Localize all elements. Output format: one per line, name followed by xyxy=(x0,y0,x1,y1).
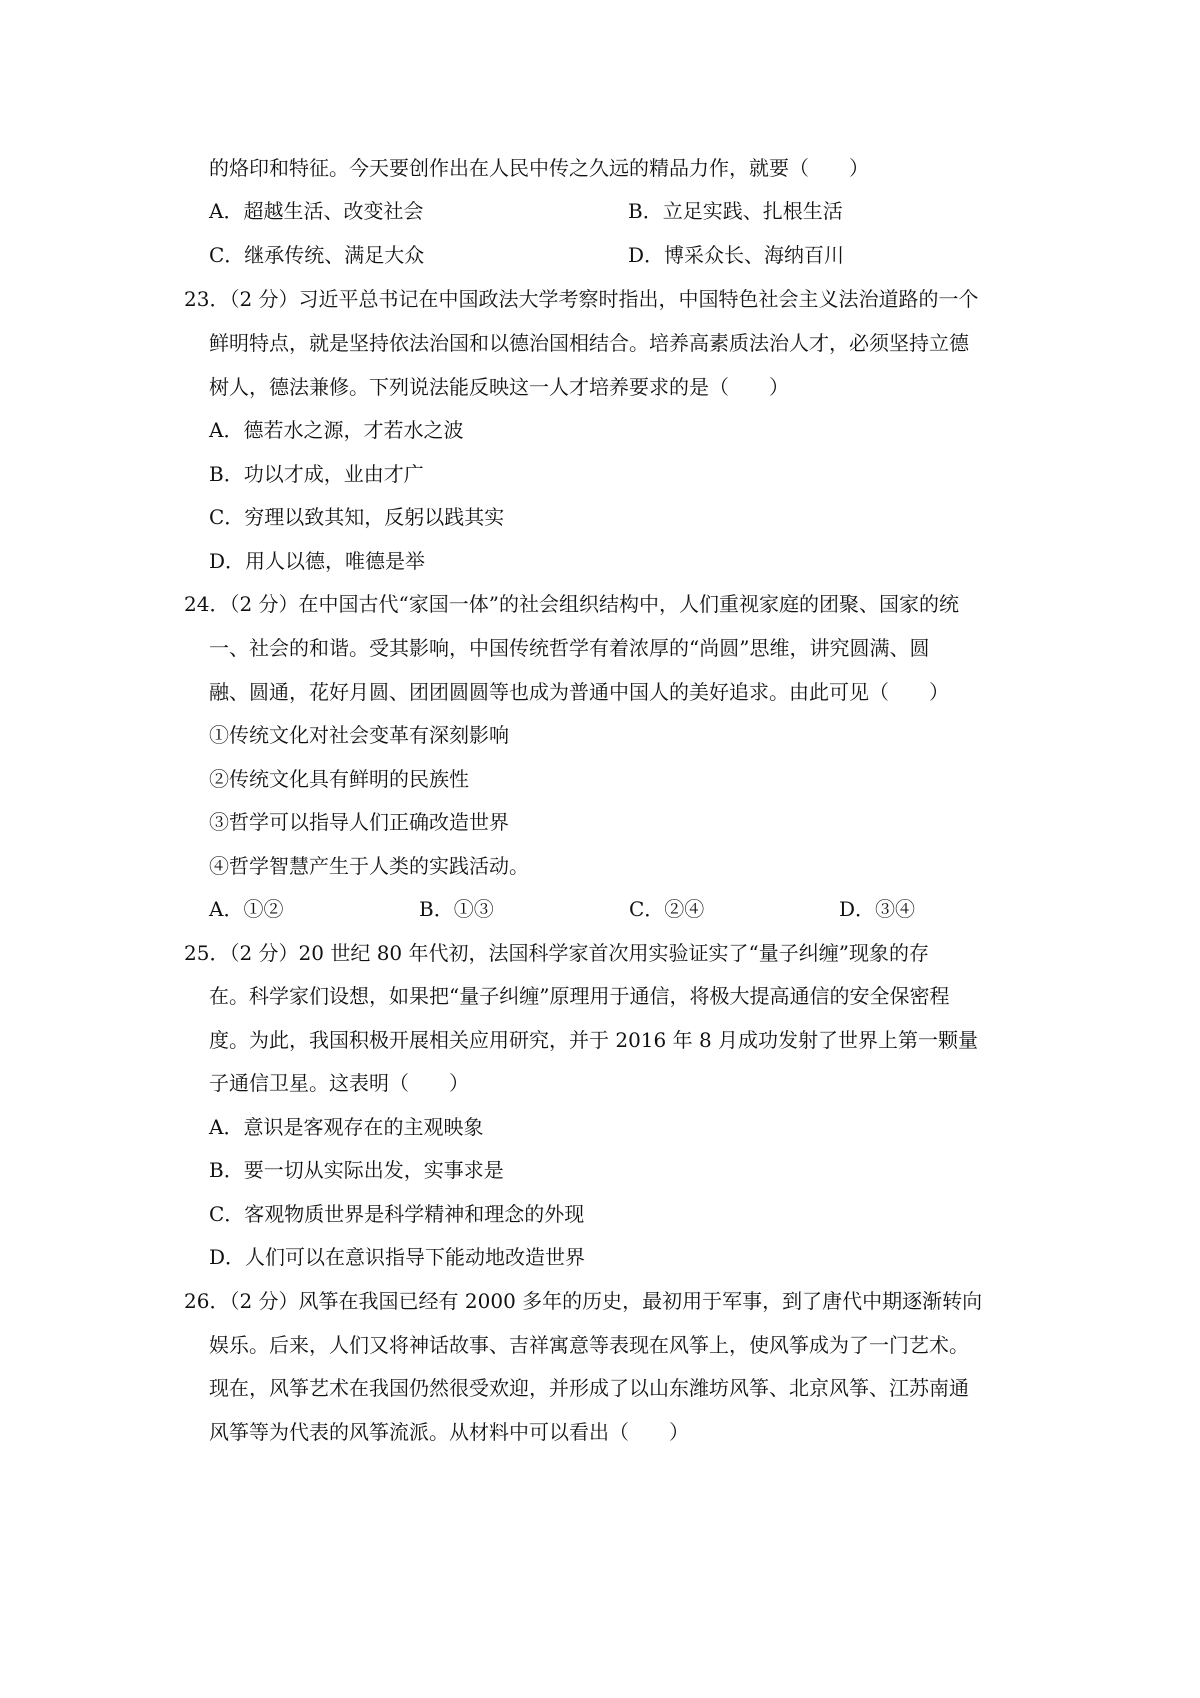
q24-option-b: B．①③ xyxy=(419,897,494,921)
q22-option-c: C．继承传统、满足大众 xyxy=(209,243,425,267)
q25-stem-line-4: 子通信卫星。这表明（ ） xyxy=(209,1071,469,1095)
q26-stem-line-3: 现在，风筝艺术在我国仍然很受欢迎，并形成了以山东潍坊风筝、北京风筝、江苏南通 xyxy=(209,1376,969,1400)
q24-statement-3: ③哲学可以指导人们正确改造世界 xyxy=(209,810,509,834)
q25-number: 25． xyxy=(184,941,230,965)
q23-option-b: B．功以才成，业由才广 xyxy=(209,462,424,486)
q26-stem-line-2: 娱乐。后来，人们又将神话故事、吉祥寓意等表现在风筝上，使风筝成为了一门艺术。 xyxy=(209,1333,969,1357)
q22-option-d: D．博采众长、海纳百川 xyxy=(628,243,845,267)
q24-stem-line-3: 融、圆通，花好月圆、团团圆圆等也成为普通中国人的美好追求。由此可见（ ） xyxy=(209,680,949,704)
q24-options-row xyxy=(209,895,1049,923)
q23-option-d: D．用人以德，唯德是举 xyxy=(209,549,426,573)
q24-option-d: D．③④ xyxy=(839,897,916,921)
q24-statement-1: ①传统文化对社会变革有深刻影响 xyxy=(209,723,509,747)
q24-option-a: A．①② xyxy=(209,897,284,921)
q24-option-c: C．②④ xyxy=(629,897,705,921)
q23-stem-line-2: 鲜明特点，就是坚持依法治国和以德治国相结合。培养高素质法治人才，必须坚持立德 xyxy=(209,331,969,355)
q26-number: 26． xyxy=(184,1289,230,1313)
q24-statement-4: ④哲学智慧产生于人类的实践活动。 xyxy=(209,854,529,878)
q26-stem-line-4: 风筝等为代表的风筝流派。从材料中可以看出（ ） xyxy=(209,1420,689,1444)
q24-stem-line-2: 一、社会的和谐。受其影响，中国传统哲学有着浓厚的“尚圆”思维，讲究圆满、圆 xyxy=(209,636,930,660)
q23-option-c: C．穷理以致其知，反躬以践其实 xyxy=(209,505,505,529)
q22-stem-tail: 的烙印和特征。今天要创作出在人民中传之久远的精品力作，就要（ ） xyxy=(209,156,869,180)
q25-option-a: A．意识是客观存在的主观映象 xyxy=(209,1115,484,1139)
q22-option-b: B．立足实践、扎根生活 xyxy=(628,199,843,223)
q23-option-a: A．德若水之源，才若水之波 xyxy=(209,418,464,442)
q25-option-c: C．客观物质世界是科学精神和理念的外现 xyxy=(209,1202,585,1226)
q25-stem-line-3: 度。为此，我国积极开展相关应用研究，并于 2016 年 8 月成功发射了世界上第一颗量 xyxy=(209,1028,979,1052)
q24-statement-2: ②传统文化具有鲜明的民族性 xyxy=(209,767,469,791)
q22-option-a: A．超越生活、改变社会 xyxy=(209,199,424,223)
q26-stem-line-1: 26．（2 分）风筝在我国已经有 2000 多年的历史，最初用于军事，到了唐代中期逐渐转向 xyxy=(184,1289,983,1313)
q23-number: 23． xyxy=(184,287,230,311)
q25-stem-line-1: 25．（2 分）20 世纪 80 年代初，法国科学家首次用实验证实了“量子纠缠”现象的存 xyxy=(184,941,929,965)
q25-stem-line-2: 在。科学家们设想，如果把“量子纠缠”原理用于通信，将极大提高通信的安全保密程 xyxy=(209,984,950,1008)
q25-option-b: B．要一切从实际出发，实事求是 xyxy=(209,1158,504,1182)
q24-stem-line-1: 24．（2 分）在中国古代“家国一体”的社会组织结构中，人们重视家庭的团聚、国家的统 xyxy=(184,592,959,616)
q24-number: 24． xyxy=(184,592,230,616)
q23-stem-line-3: 树人，德法兼修。下列说法能反映这一人才培养要求的是（ ） xyxy=(209,375,789,399)
q23-stem-line-1: 23．（2 分）习近平总书记在中国政法大学考察时指出，中国特色社会主义法治道路的一个 xyxy=(184,287,979,311)
q25-option-d: D．人们可以在意识指导下能动地改造世界 xyxy=(209,1245,586,1269)
